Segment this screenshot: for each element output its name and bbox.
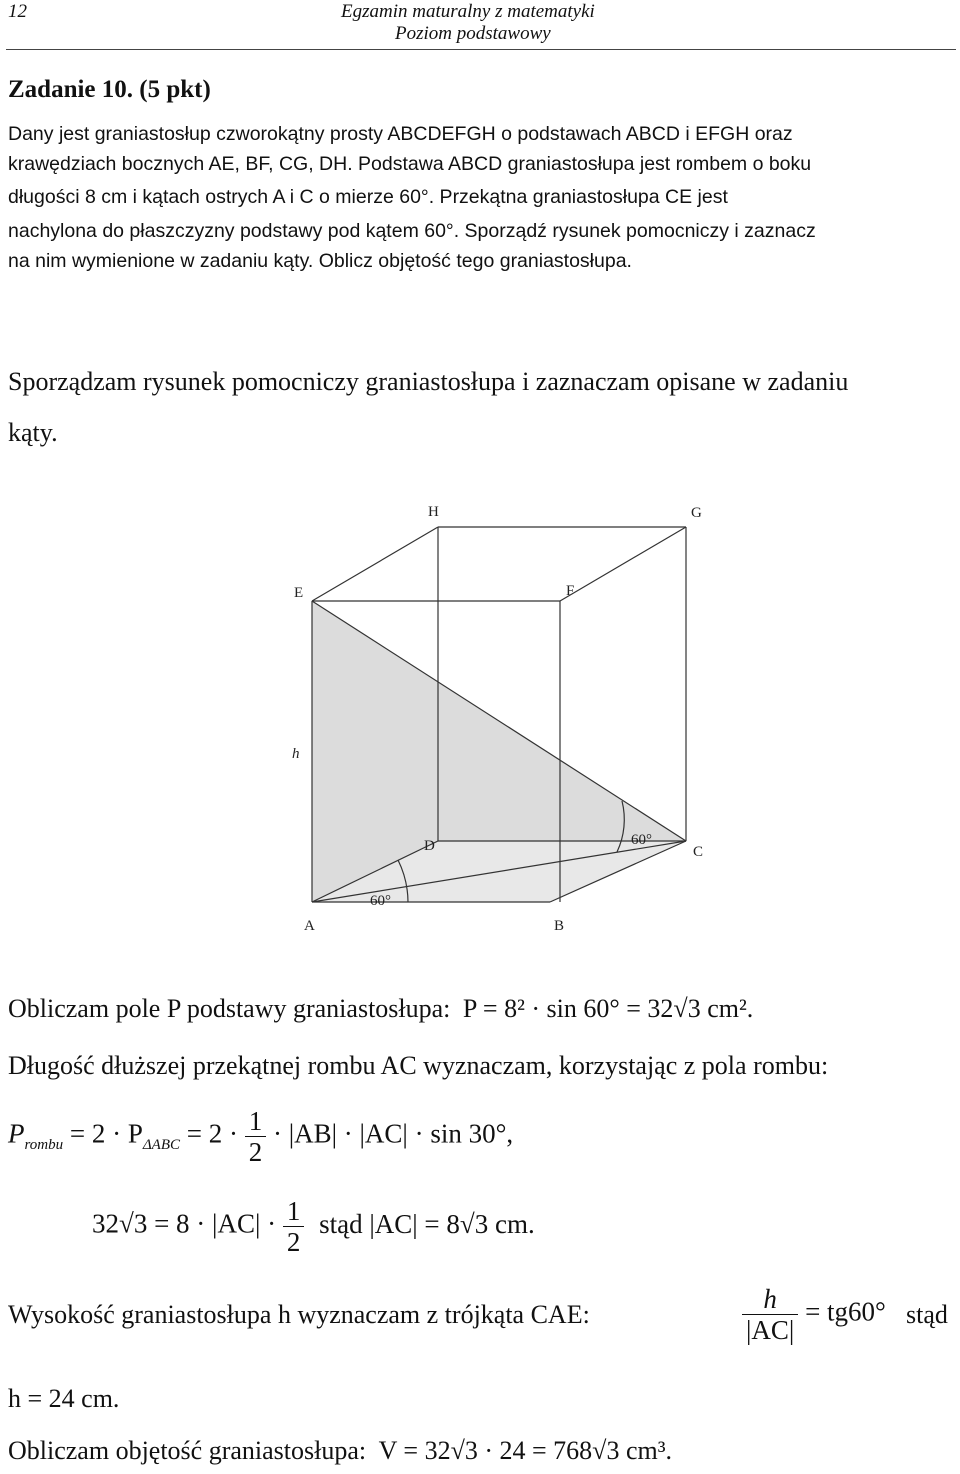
eq2-right: stąd |AC| = 8√3 cm. — [319, 1208, 535, 1239]
area-formula: P = 8² · sin 60° = 32√3 cm². — [462, 994, 754, 1023]
ac-text: Długość dłuższej przekątnej rombu AC wyznaczam, korzystając z pola rombu: — [8, 1051, 829, 1080]
eq1-right: · |AB| · |AC| · sin 30°, — [272, 1118, 514, 1149]
eq2-frac-num: 1 — [286, 1196, 301, 1226]
eq1-p: P — [8, 1118, 25, 1149]
height-frac-num: h — [763, 1284, 777, 1314]
exam-title: Egzamin maturalny z matematyki — [341, 1, 595, 22]
eq1-frac-den: 2 — [245, 1136, 267, 1167]
angle-label-c: 60° — [631, 832, 652, 848]
task-line-4: nachylona do płaszczyzny podstawy pod kątem 60°. Sporządź rysunek pomocniczy i zaznacz — [8, 220, 816, 242]
height-fraction — [742, 1284, 798, 1345]
eq2-fraction — [283, 1196, 305, 1257]
task-title: Zadanie 10. (5 pkt) — [8, 76, 211, 103]
equation-rhombus-area — [8, 1106, 513, 1167]
height-formula — [742, 1284, 886, 1345]
prism-figure — [0, 480, 960, 1040]
eq1-frac-num: 1 — [248, 1106, 263, 1136]
height-stad: stąd — [906, 1300, 948, 1329]
label-h-vertex: H — [428, 504, 439, 520]
eq2-left: 32√3 = 8 · |AC| · — [92, 1208, 277, 1239]
edge-fg — [560, 527, 686, 601]
task-line-5: na nim wymienione w zadaniu kąty. Oblicz objętość tego graniastosłupa. — [8, 250, 632, 272]
height-line — [8, 1300, 590, 1330]
area-line — [8, 994, 753, 1024]
exam-level: Poziom podstawowy — [395, 23, 551, 44]
solution-intro-line-1: Sporządzam rysunek pomocniczy graniastosłupa i zaznaczam opisane w zadaniu — [8, 367, 849, 396]
eq1-fraction — [245, 1106, 267, 1167]
label-b: B — [554, 918, 565, 934]
angle-label-a: 60° — [370, 893, 391, 909]
page-number: 12 — [8, 1, 27, 22]
label-c: C — [693, 844, 704, 860]
label-d: D — [424, 838, 435, 854]
height-text: Wysokość graniastosłupa h wyznaczam z trójkąta CAE: — [8, 1300, 590, 1329]
volume-text: Obliczam objętość graniastosłupa: — [8, 1436, 367, 1465]
area-text: Obliczam pole P podstawy graniastosłupa: — [8, 994, 451, 1023]
task-line-1: Dany jest graniastosłup czworokątny prosty ABCDEFGH o podstawach ABCD i EFGH oraz — [8, 123, 793, 145]
height-tg: = tg60° — [805, 1296, 886, 1327]
solution-intro-line-2: kąty. — [8, 418, 58, 447]
volume-formula: V = 32√3 · 24 = 768√3 cm³. — [378, 1436, 673, 1465]
label-f: F — [566, 583, 575, 599]
eq1-eq: = 2 · — [186, 1118, 238, 1149]
equation-ac — [92, 1196, 535, 1257]
eq1-mid: = 2 · P — [69, 1118, 143, 1149]
task-line-3: długości 8 cm i kątach ostrych A i C o mierze 60°. Przekątna graniastosłupa CE jest — [8, 186, 728, 208]
volume-line — [8, 1436, 672, 1466]
height-result: h = 24 cm. — [8, 1384, 120, 1413]
header-divider — [6, 49, 956, 50]
task-line-2: krawędziach bocznych AE, BF, CG, DH. Podstawa ABCD graniastosłupa jest rombem o boku — [8, 153, 812, 175]
eq1-sub2: ΔABC — [142, 1137, 180, 1154]
eq2-frac-den: 2 — [283, 1226, 305, 1257]
label-a: A — [304, 918, 315, 934]
label-height: h — [292, 746, 300, 762]
edge-eh — [312, 527, 438, 601]
height-frac-den: |AC| — [742, 1314, 798, 1345]
eq1-sub: rombu — [24, 1137, 64, 1154]
label-e: E — [294, 585, 304, 601]
label-g: G — [691, 505, 702, 521]
